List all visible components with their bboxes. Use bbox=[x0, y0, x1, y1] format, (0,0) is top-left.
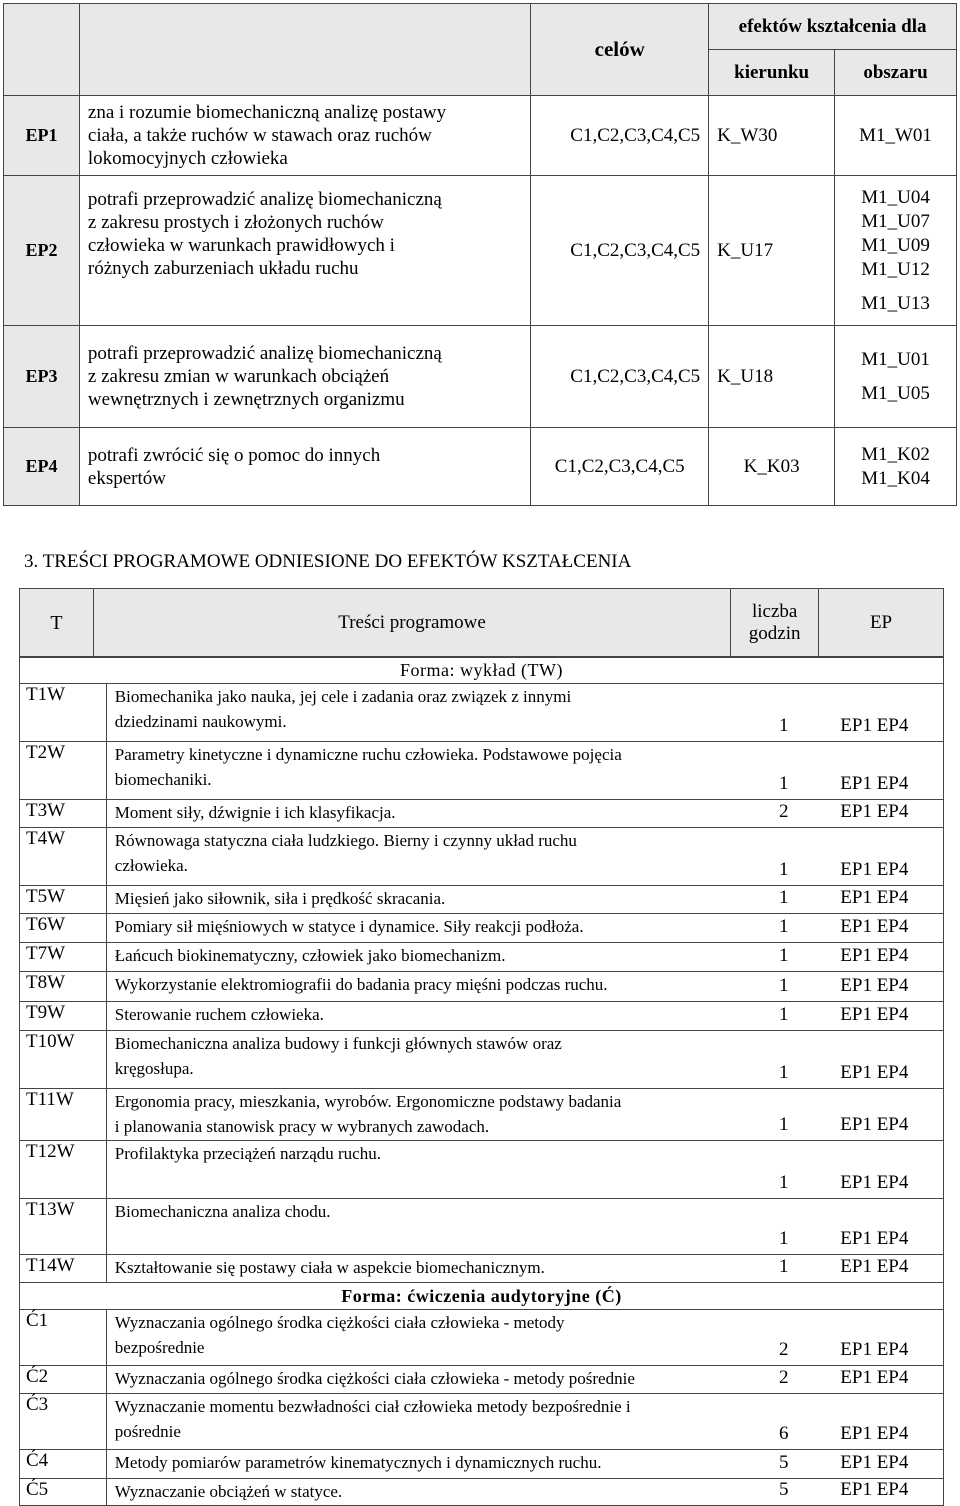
content-line: Wykorzystanie elektromiografii do badania pracy mięśni podczas ruchu. bbox=[114, 975, 608, 994]
content-row bbox=[20, 1141, 944, 1199]
outcome-code: EP4 bbox=[4, 428, 80, 506]
content-hours: 5 bbox=[762, 1479, 806, 1506]
content-ep: EP1 EP4 bbox=[806, 1141, 944, 1199]
content-code: T6W bbox=[20, 914, 107, 943]
content-row bbox=[20, 1366, 944, 1394]
forma-label: Forma: ćwiczenia audytoryjne (Ć) bbox=[341, 1285, 622, 1306]
content-line: pośrednie bbox=[114, 1422, 181, 1441]
content-line: Pomiary sił mięśniowych w statyce i dynamice. Siły reakcji podłoża. bbox=[114, 917, 584, 936]
content-line: kręgosłupa. bbox=[114, 1059, 194, 1078]
content-description bbox=[106, 886, 762, 914]
content-row bbox=[20, 1255, 944, 1283]
desc-line: potrafi przeprowadzić analizę biomechaniczną bbox=[87, 189, 442, 210]
obszar-code: M1_U13 bbox=[861, 292, 930, 314]
outcome-code: EP1 bbox=[4, 96, 80, 176]
content-row bbox=[20, 886, 944, 914]
content-description bbox=[106, 1031, 762, 1089]
content-description bbox=[106, 684, 762, 742]
outcome-code: EP2 bbox=[4, 176, 80, 326]
content-code: T5W bbox=[20, 886, 107, 914]
content-row bbox=[20, 972, 944, 1002]
header-liczba-godzin bbox=[731, 589, 819, 658]
desc-line: ciała, a także ruchów w stawach oraz ruchów bbox=[87, 125, 432, 146]
content-ep: EP1 EP4 bbox=[806, 1366, 944, 1394]
header-efekty: efektów kształcenia dla bbox=[709, 4, 957, 50]
obszar-code: M1_U09 bbox=[861, 234, 930, 256]
program-content-table bbox=[19, 656, 944, 1506]
content-row bbox=[20, 1089, 944, 1141]
desc-line: człowieka w warunkach prawidłowych i bbox=[87, 235, 395, 256]
content-ep: EP1 EP4 bbox=[806, 1031, 944, 1089]
content-description bbox=[106, 800, 762, 828]
content-line: Sterowanie ruchem człowieka. bbox=[114, 1005, 324, 1024]
content-line: i planowania stanowisk pracy w wybranych zawodach. bbox=[114, 1117, 490, 1136]
content-line: Równowaga statyczna ciała ludzkiego. Bierny i czynny układ ruchu bbox=[114, 831, 577, 850]
outcome-kierunek: K_U17 bbox=[709, 176, 835, 326]
content-line: Biomechanika jako nauka, jej cele i zadania oraz związek z innymi bbox=[114, 687, 572, 706]
content-description bbox=[106, 828, 762, 886]
content-line: biomechaniki. bbox=[114, 770, 212, 789]
content-row bbox=[20, 943, 944, 972]
header-blank-code bbox=[4, 4, 80, 96]
content-line: Wyznaczania ogólnego środka ciężkości ciała człowieka - metody pośrednie bbox=[114, 1369, 635, 1388]
content-row bbox=[20, 1310, 944, 1366]
content-row bbox=[20, 1199, 944, 1255]
desc-line: wewnętrznych i zewnętrznych organizmu bbox=[87, 389, 405, 410]
outcome-obszar bbox=[835, 96, 957, 176]
outcome-row bbox=[4, 176, 957, 326]
content-hours: 6 bbox=[762, 1394, 806, 1450]
content-code: T1W bbox=[20, 684, 107, 742]
content-code: T2W bbox=[20, 742, 107, 800]
content-hours: 2 bbox=[762, 800, 806, 828]
content-line: Ergonomia pracy, mieszkania, wyrobów. Ergonomiczne podstawy badania bbox=[114, 1092, 622, 1111]
content-ep: EP1 EP4 bbox=[806, 742, 944, 800]
outcome-obszar bbox=[835, 326, 957, 428]
content-ep: EP1 EP4 bbox=[806, 800, 944, 828]
obszar-code: M1_U04 bbox=[861, 186, 930, 208]
content-code: T9W bbox=[20, 1002, 107, 1031]
content-code: T8W bbox=[20, 972, 107, 1002]
content-row bbox=[20, 684, 944, 742]
obszar-code: M1_U07 bbox=[861, 210, 930, 232]
content-hours: 1 bbox=[762, 943, 806, 972]
outcome-description bbox=[79, 326, 530, 428]
content-line: Metody pomiarów parametrów kinematycznych i dynamicznych ruchu. bbox=[114, 1453, 602, 1472]
outcome-kierunek: K_U18 bbox=[709, 326, 835, 428]
desc-line: lokomocyjnych człowieka bbox=[87, 148, 288, 169]
content-line: dziedzinami naukowymi. bbox=[114, 712, 287, 731]
content-code: T10W bbox=[20, 1031, 107, 1089]
content-ep: EP1 EP4 bbox=[806, 943, 944, 972]
content-description bbox=[106, 914, 762, 943]
content-code: T14W bbox=[20, 1255, 107, 1283]
content-line: Wyznaczania ogólnego środka ciężkości ciała człowieka - metody bbox=[114, 1313, 565, 1332]
content-code: Ć5 bbox=[20, 1479, 107, 1506]
header-t: T bbox=[20, 589, 94, 658]
content-ep: EP1 EP4 bbox=[806, 1450, 944, 1479]
header-liczba: liczba bbox=[751, 601, 798, 622]
content-hours: 2 bbox=[762, 1310, 806, 1366]
content-line: Kształtowanie się postawy ciała w aspekcie biomechanicznym. bbox=[114, 1258, 545, 1277]
obszar-code: M1_U01 bbox=[861, 348, 930, 370]
content-hours: 1 bbox=[762, 886, 806, 914]
content-line: człowieka. bbox=[114, 856, 188, 875]
content-code: Ć2 bbox=[20, 1366, 107, 1394]
content-row bbox=[20, 800, 944, 828]
outcome-code: EP3 bbox=[4, 326, 80, 428]
content-code: T4W bbox=[20, 828, 107, 886]
content-line: Wyznaczanie momentu bezwładności ciał człowieka metody bezpośrednie i bbox=[114, 1397, 631, 1416]
header-blank-desc bbox=[79, 4, 530, 96]
outcome-row bbox=[4, 428, 957, 506]
obszar-code: M1_U12 bbox=[861, 258, 930, 280]
content-ep: EP1 EP4 bbox=[806, 1310, 944, 1366]
outcome-description bbox=[79, 96, 530, 176]
content-row bbox=[20, 828, 944, 886]
outcome-cele: C1,C2,C3,C4,C5 bbox=[531, 428, 709, 506]
content-line: Łańcuch biokinematyczny, człowiek jako biomechanizm. bbox=[114, 946, 506, 965]
desc-line: potrafi przeprowadzić analizę biomechaniczną bbox=[87, 343, 442, 364]
header-ep: EP bbox=[819, 589, 944, 658]
content-description bbox=[106, 742, 762, 800]
obszar-code: M1_K04 bbox=[861, 467, 930, 489]
content-description bbox=[106, 1002, 762, 1031]
content-row bbox=[20, 1450, 944, 1479]
content-description bbox=[106, 1199, 762, 1255]
outcome-description bbox=[79, 176, 530, 326]
content-code: Ć1 bbox=[20, 1310, 107, 1366]
content-line: bezpośrednie bbox=[114, 1338, 205, 1357]
content-code: T12W bbox=[20, 1141, 107, 1199]
obszar-code: M1_W01 bbox=[859, 124, 932, 146]
forma-heading bbox=[20, 1283, 944, 1310]
outcome-row bbox=[4, 326, 957, 428]
content-description bbox=[106, 1141, 762, 1199]
content-row bbox=[20, 914, 944, 943]
content-description bbox=[106, 1255, 762, 1283]
content-row bbox=[20, 1479, 944, 1506]
content-code: T11W bbox=[20, 1089, 107, 1141]
content-ep: EP1 EP4 bbox=[806, 828, 944, 886]
desc-line: z zakresu zmian w warunkach obciążeń bbox=[87, 366, 390, 387]
content-description bbox=[106, 972, 762, 1002]
content-line: Wyznaczanie obciążeń w statyce. bbox=[114, 1482, 343, 1501]
section-title: 3. TREŚCI PROGRAMOWE ODNIESIONE DO EFEKTÓW KSZTAŁCENIA bbox=[24, 551, 632, 572]
outcome-cele: C1,C2,C3,C4,C5 bbox=[531, 326, 709, 428]
header-kierunku: kierunku bbox=[709, 50, 835, 96]
content-description bbox=[106, 1394, 762, 1450]
content-line: Mięsień jako siłownik, siła i prędkość skracania. bbox=[114, 889, 446, 908]
content-hours: 2 bbox=[762, 1366, 806, 1394]
content-row bbox=[20, 1002, 944, 1031]
header-obszaru: obszaru bbox=[835, 50, 957, 96]
content-hours: 1 bbox=[762, 1255, 806, 1283]
desc-line: z zakresu prostych i złożonych ruchów bbox=[87, 212, 384, 233]
content-ep: EP1 EP4 bbox=[806, 914, 944, 943]
forma-heading bbox=[20, 657, 944, 684]
obszar-code: M1_U05 bbox=[861, 382, 930, 404]
content-ep: EP1 EP4 bbox=[806, 1199, 944, 1255]
header-godzin: godzin bbox=[748, 623, 801, 644]
forma-label: Forma: wykład (TW) bbox=[400, 659, 563, 680]
outcome-obszar bbox=[835, 428, 957, 506]
outcome-cele: C1,C2,C3,C4,C5 bbox=[531, 96, 709, 176]
program-content-header bbox=[19, 588, 944, 658]
content-ep: EP1 EP4 bbox=[806, 1479, 944, 1506]
content-description bbox=[106, 1366, 762, 1394]
outcome-description bbox=[79, 428, 530, 506]
content-code: T3W bbox=[20, 800, 107, 828]
content-ep: EP1 EP4 bbox=[806, 1089, 944, 1141]
outcome-kierunek: K_K03 bbox=[709, 428, 835, 506]
content-hours: 1 bbox=[762, 1199, 806, 1255]
obszar-code: M1_K02 bbox=[861, 443, 930, 465]
content-ep: EP1 EP4 bbox=[806, 1255, 944, 1283]
content-code: T13W bbox=[20, 1199, 107, 1255]
content-hours: 5 bbox=[762, 1450, 806, 1479]
desc-line: zna i rozumie biomechaniczną analizę postawy bbox=[87, 102, 447, 123]
content-hours: 1 bbox=[762, 914, 806, 943]
content-ep: EP1 EP4 bbox=[806, 684, 944, 742]
content-hours: 1 bbox=[762, 1089, 806, 1141]
content-description bbox=[106, 943, 762, 972]
content-line: Moment siły, dźwignie i ich klasyfikacja. bbox=[114, 803, 396, 822]
content-line: Biomechaniczna analiza chodu. bbox=[114, 1202, 331, 1221]
desc-line: różnych zaburzeniach układu ruchu bbox=[87, 258, 359, 279]
content-hours: 1 bbox=[762, 1002, 806, 1031]
content-hours: 1 bbox=[762, 1031, 806, 1089]
content-ep: EP1 EP4 bbox=[806, 972, 944, 1002]
content-description bbox=[106, 1450, 762, 1479]
outcome-kierunek: K_W30 bbox=[709, 96, 835, 176]
content-ep: EP1 EP4 bbox=[806, 1002, 944, 1031]
content-description bbox=[106, 1310, 762, 1366]
content-row bbox=[20, 742, 944, 800]
content-ep: EP1 EP4 bbox=[806, 1394, 944, 1450]
content-hours: 1 bbox=[762, 828, 806, 886]
content-ep: EP1 EP4 bbox=[806, 886, 944, 914]
content-code: Ć3 bbox=[20, 1394, 107, 1450]
content-code: T7W bbox=[20, 943, 107, 972]
desc-line: ekspertów bbox=[87, 467, 166, 489]
content-line: Parametry kinetyczne i dynamiczne ruchu człowieka. Podstawowe pojęcia bbox=[114, 745, 622, 764]
outcome-cele: C1,C2,C3,C4,C5 bbox=[531, 176, 709, 326]
desc-line: potrafi zwrócić się o pomoc do innych bbox=[87, 444, 381, 466]
content-hours: 1 bbox=[762, 1141, 806, 1199]
content-code: Ć4 bbox=[20, 1450, 107, 1479]
content-hours: 1 bbox=[762, 742, 806, 800]
outcome-obszar bbox=[835, 176, 957, 326]
outcome-row bbox=[4, 96, 957, 176]
learning-outcomes-table bbox=[3, 3, 957, 506]
content-hours: 1 bbox=[762, 972, 806, 1002]
content-description bbox=[106, 1089, 762, 1141]
header-celow: celów bbox=[531, 4, 709, 96]
content-hours: 1 bbox=[762, 684, 806, 742]
content-row bbox=[20, 1031, 944, 1089]
content-line: Biomechaniczna analiza budowy i funkcji głównych stawów oraz bbox=[114, 1034, 562, 1053]
content-row bbox=[20, 1394, 944, 1450]
header-tresci: Treści programowe bbox=[93, 589, 730, 658]
content-line: Profilaktyka przeciążeń narządu ruchu. bbox=[114, 1144, 381, 1163]
content-description bbox=[106, 1479, 762, 1506]
